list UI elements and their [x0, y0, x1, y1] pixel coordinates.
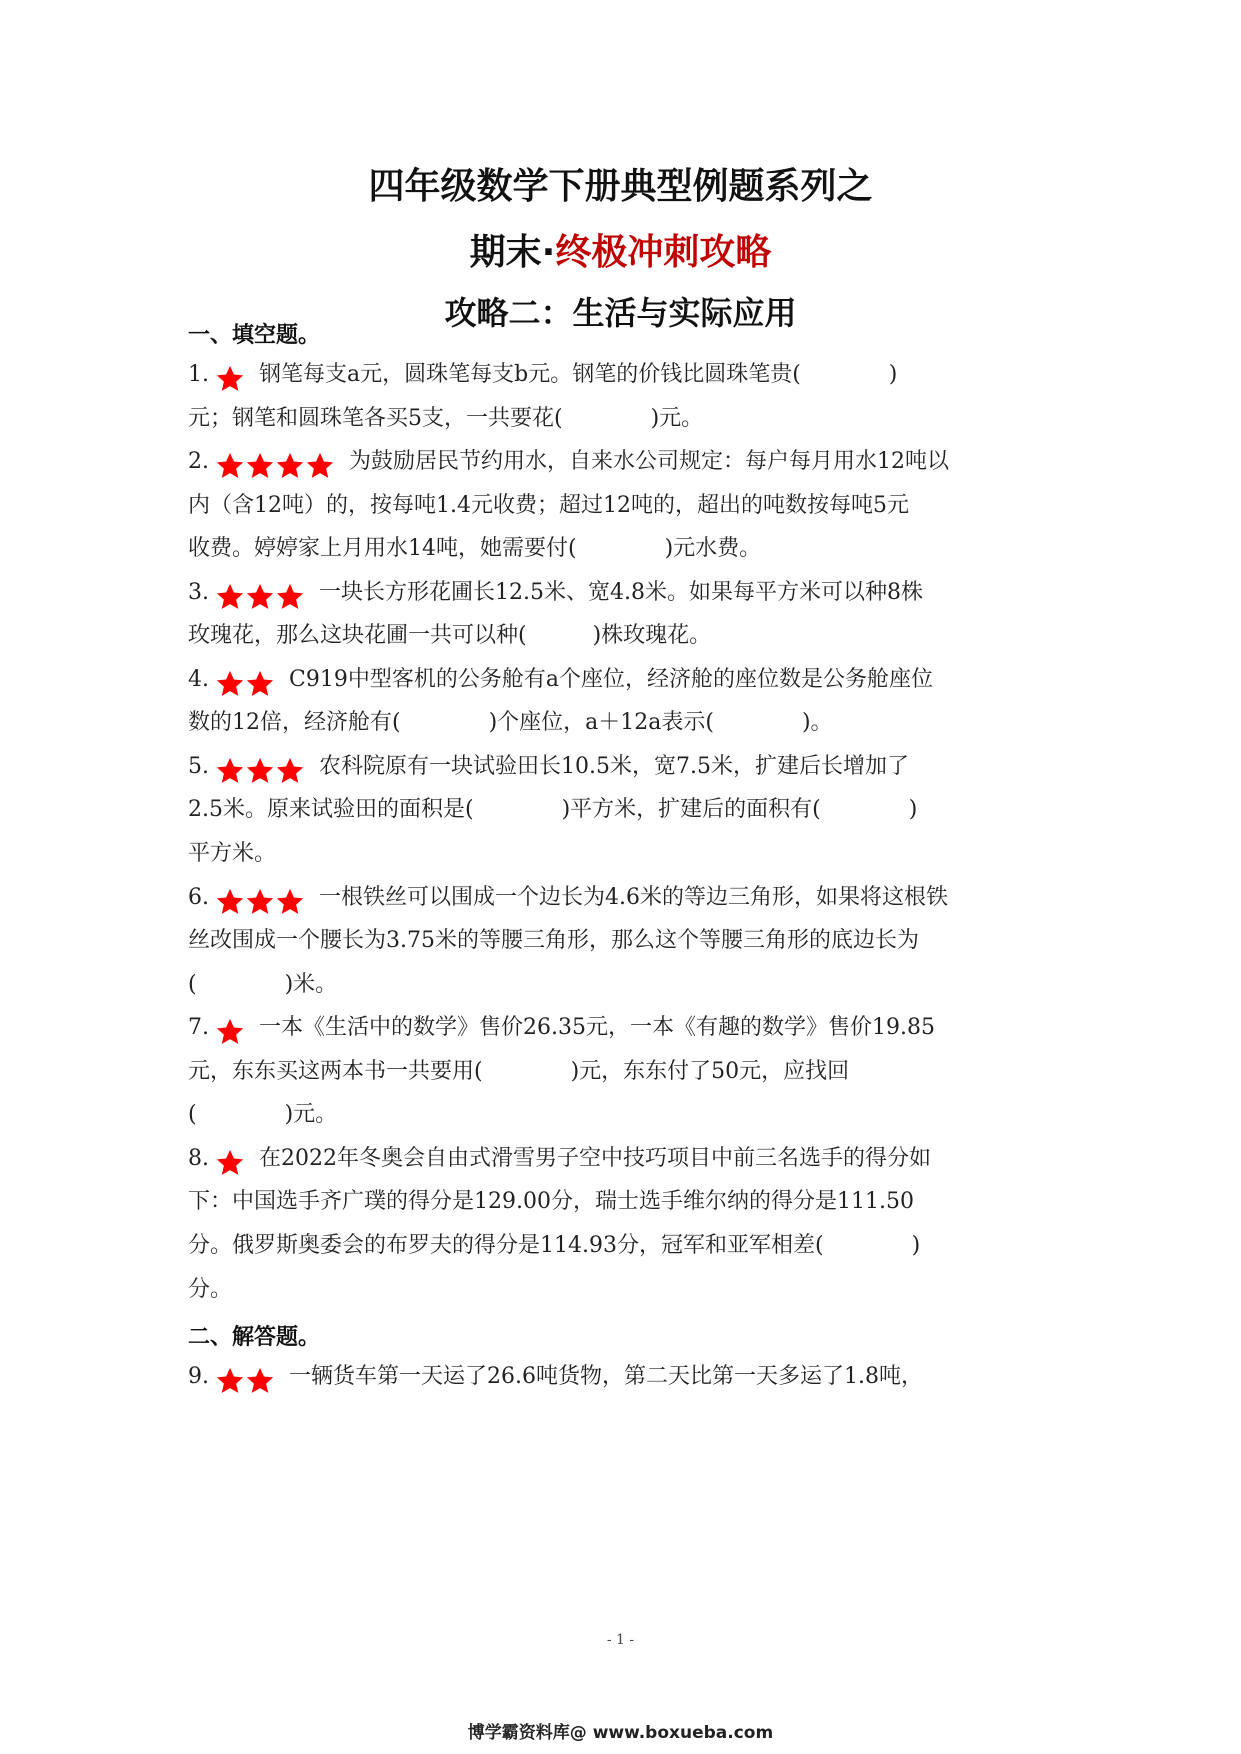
question-8 [188, 1144, 931, 1178]
star-icon [245, 1366, 275, 1396]
difficulty-stars [215, 1366, 275, 1396]
difficulty-stars [215, 1017, 245, 1047]
star-icon [245, 582, 275, 612]
question-7-line-2: 元，东东买这两本书一共要用( )元，东东付了50元，应找回 [188, 1059, 850, 1084]
question-number: 1. [188, 362, 209, 387]
question-number: 7. [188, 1015, 209, 1040]
star-icon [245, 669, 275, 699]
section-heading: 攻略二：生活与实际应用 [444, 294, 797, 332]
page-subtitle [0, 224, 1241, 275]
star-icon [305, 451, 335, 481]
star-icon [275, 451, 305, 481]
difficulty-stars [215, 669, 275, 699]
question-text: 一块长方形花圃长12.5米、宽4.8米。如果每平方米可以种8株 [319, 580, 923, 605]
question-number: 9. [188, 1364, 209, 1389]
question-number: 5. [188, 754, 209, 779]
star-icon [245, 451, 275, 481]
star-icon [245, 756, 275, 786]
star-icon [215, 364, 245, 394]
question-number: 4. [188, 667, 209, 692]
question-number: 8. [188, 1146, 209, 1171]
question-8-line-4: 分。 [188, 1277, 233, 1302]
star-icon [215, 887, 245, 917]
question-8-line-3: 分。俄罗斯奥委会的布罗夫的得分是114.93分，冠军和亚军相差( ) [188, 1233, 921, 1258]
star-icon [215, 1148, 245, 1178]
question-text: 钢笔每支a元，圆珠笔每支b元。钢笔的价钱比圆珠笔贵( ) [259, 362, 898, 387]
question-2-line-3: 收费。婷婷家上月用水14吨，她需要付( )元水费。 [188, 536, 762, 561]
question-3 [188, 578, 923, 612]
question-number: 3. [188, 580, 209, 605]
question-text: 在2022年冬奥会自由式滑雪男子空中技巧项目中前三名选手的得分如 [259, 1146, 931, 1171]
difficulty-stars [215, 756, 305, 786]
difficulty-stars [215, 582, 305, 612]
question-9 [188, 1362, 923, 1396]
star-icon [275, 582, 305, 612]
question-text: C919中型客机的公务舱有a个座位，经济舱的座位数是公务舱座位 [289, 667, 933, 692]
footer-watermark: 博学霸资料库@ www.boxueba.com [467, 1723, 774, 1743]
question-5 [188, 752, 909, 786]
question-number: 2. [188, 449, 209, 474]
question-7-line-3: ( )元。 [188, 1102, 338, 1127]
question-5-line-3: 平方米。 [188, 841, 277, 866]
star-icon [215, 669, 245, 699]
question-6-line-3: ( )米。 [188, 972, 338, 997]
question-4-line-2: 数的12倍，经济舱有( )个座位，a＋12a表示( )。 [188, 710, 833, 735]
star-icon [215, 756, 245, 786]
question-3-line-2: 玫瑰花，那么这块花圃一共可以种( )株玫瑰花。 [188, 623, 712, 648]
question-2-line-2: 内（含12吨）的，按每吨1.4元收费；超过12吨的，超出的吨数按每吨5元 [188, 493, 909, 518]
question-1-line-2: 元；钢笔和圆珠笔各买5支，一共要花( )元。 [188, 406, 704, 431]
question-text: 为鼓励居民节约用水，自来水公司规定：每户每月用水12吨以 [349, 449, 949, 474]
question-1 [188, 360, 897, 394]
question-8-line-2: 下：中国选手齐广璞的得分是129.00分，瑞士选手维尔纳的得分是111.50 [188, 1189, 914, 1214]
star-icon [275, 756, 305, 786]
subtitle-highlight: 终极冲刺攻略 [555, 232, 772, 273]
question-5-line-2: 2.5米。原来试验田的面积是( )平方米，扩建后的面积有( ) [188, 797, 918, 822]
star-icon [245, 887, 275, 917]
question-2 [188, 447, 949, 481]
star-icon [215, 1366, 245, 1396]
section-answer: 二、解答题。 [188, 1325, 321, 1350]
section-fill-blank: 一、填空题。 [188, 323, 321, 348]
subtitle-prefix: 期末· [469, 232, 556, 273]
page-number: - 1 - [606, 1632, 635, 1648]
star-icon [275, 887, 305, 917]
question-4 [188, 665, 933, 699]
question-text: 农科院原有一块试验田长10.5米，宽7.5米，扩建后长增加了 [319, 754, 909, 779]
question-text: 一本《生活中的数学》售价26.35元，一本《有趣的数学》售价19.85 [259, 1015, 935, 1040]
question-text: 一根铁丝可以围成一个边长为4.6米的等边三角形，如果将这根铁 [319, 885, 948, 910]
question-number: 6. [188, 885, 209, 910]
star-icon [215, 582, 245, 612]
star-icon [215, 451, 245, 481]
difficulty-stars [215, 1148, 245, 1178]
star-icon [215, 1017, 245, 1047]
question-7 [188, 1013, 935, 1047]
difficulty-stars [215, 887, 305, 917]
difficulty-stars [215, 364, 245, 394]
question-6 [188, 883, 948, 917]
question-6-line-2: 丝改围成一个腰长为3.75米的等腰三角形，那么这个等腰三角形的底边长为 [188, 928, 919, 953]
page-title: 四年级数学下册典型例题系列之 [368, 166, 873, 207]
question-text: 一辆货车第一天运了26.6吨货物，第二天比第一天多运了1.8吨， [289, 1364, 923, 1389]
difficulty-stars [215, 451, 335, 481]
